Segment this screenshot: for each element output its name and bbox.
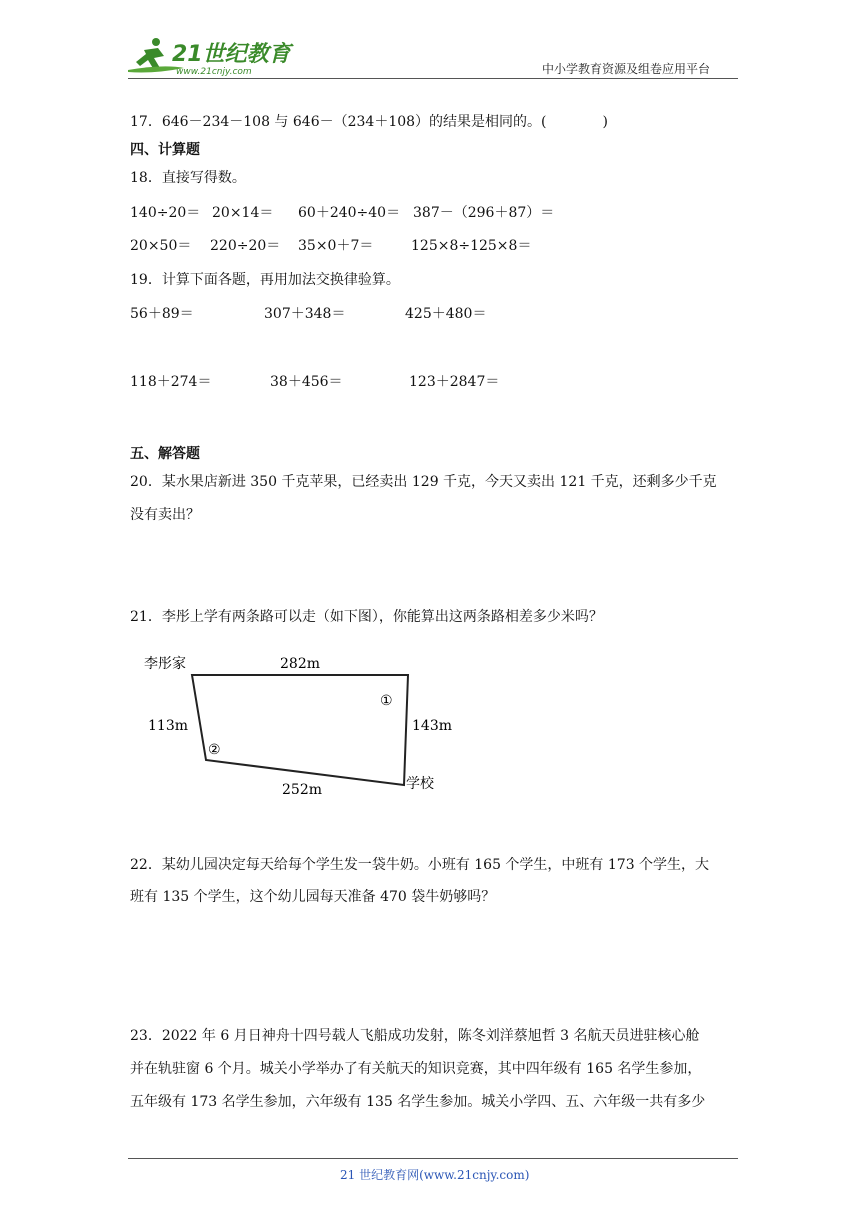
question-23-line: 五年级有 173 名学生参加，六年级有 135 名学生参加。城关小学四、五、六年级一共有多少 (130, 1094, 706, 1110)
label-right-distance: 143m (412, 718, 452, 734)
question-22-line: 班有 135 个学生，这个幼儿园每天准备 470 袋牛奶够吗？ (130, 889, 496, 905)
q18-item: 20×50＝ (130, 238, 192, 254)
question-20-line: 没有卖出？ (130, 507, 200, 523)
q18-item: 140÷20＝ (130, 205, 201, 221)
question-18-title: 18．直接写得数。 (130, 170, 246, 186)
footer-link[interactable]: 21 世纪教育网(www.21cnjy.com) (340, 1168, 530, 1182)
label-school: 学校 (406, 776, 434, 792)
label-route-2: ② (208, 742, 221, 758)
q19-item: 425＋480＝ (405, 306, 487, 322)
label-home: 李彤家 (144, 656, 186, 672)
question-19-title: 19．计算下面各题，再用加法交换律验算。 (130, 272, 400, 288)
question-22-line: 22．某幼儿园决定每天给每个学生发一袋牛奶。小班有 165 个学生，中班有 173 个学生，大 (130, 857, 710, 873)
q18-item: 387－（296＋87）＝ (413, 205, 555, 221)
q18-item: 20×14＝ (212, 205, 274, 221)
q18-item: 125×8÷125×8＝ (411, 238, 532, 254)
logo-url: www.21cnjy.com (176, 67, 252, 77)
section-5-heading: 五、解答题 (130, 446, 200, 462)
question-17: 17．646－234－108 与 646－（234＋108）的结果是相同的。( ) (130, 114, 608, 130)
q19-item: 123＋2847＝ (409, 374, 500, 390)
question-23-line: 并在轨驻窗 6 个月。城关小学举办了有关航天的知识竞赛，其中四年级有 165 名学生参加， (130, 1061, 702, 1077)
question-20-line: 20．某水果店新进 350 千克苹果，已经卖出 129 千克，今天又卖出 121 千克，还剩多少千克 (130, 474, 717, 490)
site-logo (124, 34, 294, 78)
route-diagram (130, 640, 460, 805)
q19-item: 38＋456＝ (270, 374, 343, 390)
q19-item: 56＋89＝ (130, 306, 194, 322)
logo-text: 21世纪教育 (172, 42, 291, 67)
q19-item: 118＋274＝ (130, 374, 212, 390)
footer-divider (128, 1158, 738, 1159)
label-top-distance: 282m (280, 656, 320, 672)
q18-item: 35×0＋7＝ (298, 238, 374, 254)
q18-item: 220÷20＝ (210, 238, 281, 254)
header-divider (128, 78, 738, 79)
label-bottom-distance: 252m (282, 782, 322, 798)
label-route-1: ① (380, 693, 393, 709)
section-4-heading: 四、计算题 (130, 142, 200, 158)
route-quadrilateral (192, 675, 408, 785)
q19-item: 307＋348＝ (264, 306, 346, 322)
question-21: 21．李彤上学有两条路可以走（如下图），你能算出这两条路相差多少米吗？ (130, 609, 603, 625)
q18-item: 60＋240÷40＝ (298, 205, 401, 221)
label-left-distance: 113m (148, 718, 188, 734)
platform-name: 中小学教育资源及组卷应用平台 (542, 62, 711, 76)
question-23-line: 23．2022 年 6 月日神舟十四号载人飞船成功发射，陈冬刘洋蔡旭哲 3 名航天员进驻核心舱 (130, 1028, 700, 1044)
